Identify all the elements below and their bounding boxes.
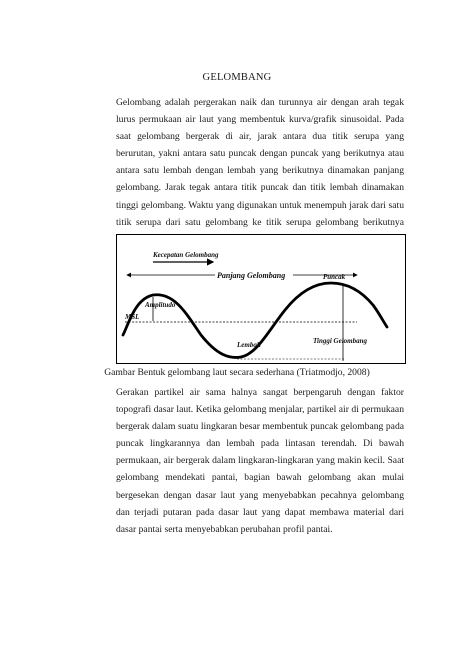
msl-label: MSL bbox=[125, 313, 140, 321]
wave-diagram bbox=[117, 235, 407, 365]
figure-caption: Gambar Bentuk gelombang laut secara sederhana (Triatmodjo, 2008) bbox=[104, 367, 370, 378]
body-paragraph: Gerakan partikel air sama halnya sangat berpengaruh dengan faktor topografi dasar laut. Ketika gelombang menjalar, partikel air di permukaan bergerak dalam suatu lingkaran besar membentuk puncak gelombang pada puncak lingkarannya dan lembah pada lintasan terendah. Di bawah permukaan, air bergerak dalam lingkaran-lingkaran yang makin kecil. Saat gelombang mendekati pantai, bagian bawah gelombang akan mulai bergesekan dengan dasar laut yang menyebabkan pecahnya gelombang dan terjadi putaran pada dasar laut yang dapat membawa material dari dasar pantai serta menyebabkan perubahan profil pantai. bbox=[116, 387, 404, 535]
wave-figure bbox=[116, 234, 406, 364]
page-title: GELOMBANG bbox=[202, 72, 272, 83]
crest-label: Puncak bbox=[323, 273, 346, 281]
amplitude-label: Amplitudo bbox=[145, 301, 176, 309]
trough-label: Lembah bbox=[237, 341, 261, 349]
height-label: Tinggi Gelombang bbox=[313, 337, 367, 345]
wavelength-label: Panjang Gelombang bbox=[217, 271, 286, 280]
intro-paragraph: Gelombang adalah pergerakan naik dan turunnya air dengan arah tegak lurus permukaan air laut yang membentuk kurva/grafik sinusoidal. Pada saat gelombang bergerak di air, jarak antara dua titik serupa yang berurutan, yakni antara satu puncak dengan puncak yang berikutnya atau antara satu lembah dengan lembah yang berikutnya dinamakan panjang gelombang. Jarak tegak antara titik puncak dan titik lembah dinamakan tinggi gelombang. Waktu yang digunakan untuk menempuh jarak dari satu titik serupa dari satu gelombang ke titik serupa gelombang berikutnya bbox=[116, 97, 404, 228]
speed-label: Kecepatan Gelombang bbox=[153, 251, 219, 259]
